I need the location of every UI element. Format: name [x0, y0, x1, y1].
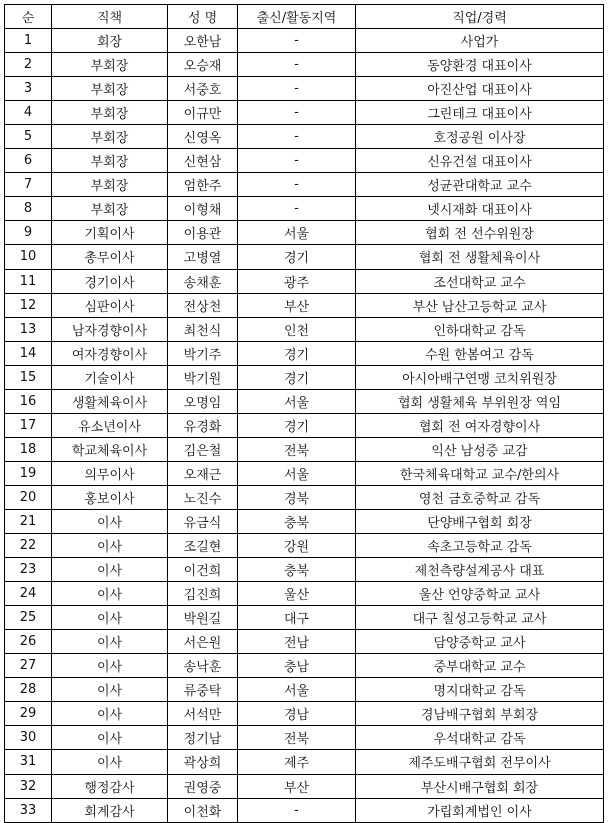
cell-career: 한국체육대학교 교수/한의사	[356, 461, 604, 485]
cell-region: 충남	[238, 654, 356, 678]
table-row	[5, 606, 604, 630]
cell-career: 단양배구협회 회장	[356, 509, 604, 533]
table-row	[5, 413, 604, 437]
cell-region: 부산	[238, 293, 356, 317]
cell-career: 넷시재화 대표이사	[356, 197, 604, 221]
cell-career: 영천 금호중학교 감독	[356, 485, 604, 509]
cell-name: 송낙훈	[168, 654, 238, 678]
cell-name: 이건희	[168, 558, 238, 582]
cell-name: 권영중	[168, 774, 238, 798]
cell-career: 협회 전 여자경향이사	[356, 413, 604, 437]
cell-career: 신유건설 대표이사	[356, 149, 604, 173]
cell-career: 조선대학교 교수	[356, 269, 604, 293]
cell-career: 중부대학교 교수	[356, 654, 604, 678]
table-row	[5, 77, 604, 101]
table-row	[5, 365, 604, 389]
cell-career: 아시아배구연맹 코치위원장	[356, 365, 604, 389]
cell-number: 3	[5, 77, 52, 101]
cell-number: 5	[5, 125, 52, 149]
cell-name: 김은철	[168, 437, 238, 461]
cell-number: 32	[5, 774, 52, 798]
cell-name: 고병열	[168, 245, 238, 269]
cell-name: 유경화	[168, 413, 238, 437]
executive-roster-table	[4, 4, 604, 823]
table-row	[5, 654, 604, 678]
cell-number: 33	[5, 798, 52, 822]
cell-name: 박기주	[168, 341, 238, 365]
cell-region: 경기	[238, 413, 356, 437]
cell-number: 30	[5, 726, 52, 750]
cell-position: 이사	[52, 654, 168, 678]
table-row	[5, 630, 604, 654]
cell-name: 유금식	[168, 509, 238, 533]
cell-position: 이사	[52, 630, 168, 654]
cell-region: 제주	[238, 750, 356, 774]
table-row	[5, 558, 604, 582]
cell-name: 노진수	[168, 485, 238, 509]
table-row	[5, 221, 604, 245]
cell-region: -	[238, 53, 356, 77]
cell-region: -	[238, 149, 356, 173]
cell-region: 경기	[238, 341, 356, 365]
cell-number: 7	[5, 173, 52, 197]
table-row	[5, 461, 604, 485]
cell-region: 대구	[238, 606, 356, 630]
cell-region: 충북	[238, 558, 356, 582]
table-row	[5, 173, 604, 197]
cell-region: -	[238, 173, 356, 197]
cell-career: 그린테크 대표이사	[356, 101, 604, 125]
cell-position: 부회장	[52, 77, 168, 101]
table-row	[5, 293, 604, 317]
cell-career: 제천측량설계공사 대표	[356, 558, 604, 582]
cell-number: 9	[5, 221, 52, 245]
cell-number: 26	[5, 630, 52, 654]
cell-career: 협회 전 선수위원장	[356, 221, 604, 245]
cell-number: 1	[5, 29, 52, 53]
cell-name: 최천식	[168, 317, 238, 341]
cell-name: 서중호	[168, 77, 238, 101]
cell-position: 홍보이사	[52, 485, 168, 509]
table-row	[5, 726, 604, 750]
table-row	[5, 509, 604, 533]
cell-position: 의무이사	[52, 461, 168, 485]
cell-region: 전북	[238, 726, 356, 750]
cell-position: 부회장	[52, 149, 168, 173]
table-row	[5, 485, 604, 509]
cell-position: 이사	[52, 726, 168, 750]
table-row	[5, 245, 604, 269]
cell-name: 이형채	[168, 197, 238, 221]
table-row	[5, 534, 604, 558]
cell-position: 부회장	[52, 173, 168, 197]
cell-position: 이사	[52, 750, 168, 774]
cell-position: 회장	[52, 29, 168, 53]
cell-number: 19	[5, 461, 52, 485]
cell-career: 부산 남산고등학교 교사	[356, 293, 604, 317]
cell-number: 25	[5, 606, 52, 630]
cell-position: 이사	[52, 678, 168, 702]
cell-number: 22	[5, 534, 52, 558]
cell-career: 부산시배구협회 회장	[356, 774, 604, 798]
cell-position: 학교체육이사	[52, 437, 168, 461]
cell-region: -	[238, 125, 356, 149]
header-career: 직업/경력	[356, 5, 604, 29]
cell-region: 서울	[238, 389, 356, 413]
cell-position: 이사	[52, 534, 168, 558]
cell-career: 명지대학교 감독	[356, 678, 604, 702]
cell-number: 28	[5, 678, 52, 702]
table-row	[5, 437, 604, 461]
cell-career: 수원 한봄여고 감독	[356, 341, 604, 365]
cell-name: 이천화	[168, 798, 238, 822]
cell-career: 대구 칠성고등학교 교사	[356, 606, 604, 630]
cell-name: 곽상희	[168, 750, 238, 774]
cell-name: 오승재	[168, 53, 238, 77]
cell-region: 서울	[238, 461, 356, 485]
cell-number: 21	[5, 509, 52, 533]
cell-number: 15	[5, 365, 52, 389]
cell-region: 경기	[238, 365, 356, 389]
cell-name: 서석만	[168, 702, 238, 726]
cell-name: 정기남	[168, 726, 238, 750]
table-row	[5, 341, 604, 365]
header-position: 직책	[52, 5, 168, 29]
roster-table-container	[4, 4, 604, 823]
table-row	[5, 389, 604, 413]
cell-position: 기획이사	[52, 221, 168, 245]
cell-career: 협회 전 생활체육이사	[356, 245, 604, 269]
cell-number: 24	[5, 582, 52, 606]
table-row	[5, 149, 604, 173]
cell-number: 4	[5, 101, 52, 125]
cell-region: 서울	[238, 221, 356, 245]
cell-number: 14	[5, 341, 52, 365]
cell-number: 17	[5, 413, 52, 437]
table-row	[5, 582, 604, 606]
cell-position: 생활체육이사	[52, 389, 168, 413]
cell-number: 20	[5, 485, 52, 509]
cell-career: 가립회계법인 이사	[356, 798, 604, 822]
cell-position: 유소년이사	[52, 413, 168, 437]
header-region: 출신/활동지역	[238, 5, 356, 29]
cell-career: 성균관대학교 교수	[356, 173, 604, 197]
cell-name: 전상천	[168, 293, 238, 317]
cell-position: 남자경향이사	[52, 317, 168, 341]
table-row	[5, 750, 604, 774]
cell-region: -	[238, 101, 356, 125]
table-row	[5, 269, 604, 293]
cell-position: 부회장	[52, 53, 168, 77]
cell-name: 오재근	[168, 461, 238, 485]
cell-position: 이사	[52, 606, 168, 630]
cell-position: 이사	[52, 582, 168, 606]
cell-position: 여자경향이사	[52, 341, 168, 365]
cell-number: 6	[5, 149, 52, 173]
cell-number: 18	[5, 437, 52, 461]
cell-region: 전남	[238, 630, 356, 654]
cell-region: 전북	[238, 437, 356, 461]
cell-position: 이사	[52, 702, 168, 726]
cell-career: 인하대학교 감독	[356, 317, 604, 341]
cell-region: 경북	[238, 485, 356, 509]
cell-position: 부회장	[52, 197, 168, 221]
header-number: 순	[5, 5, 52, 29]
cell-position: 기술이사	[52, 365, 168, 389]
cell-career: 익산 남성중 교감	[356, 437, 604, 461]
cell-position: 이사	[52, 509, 168, 533]
cell-number: 12	[5, 293, 52, 317]
cell-name: 신영옥	[168, 125, 238, 149]
cell-name: 오명임	[168, 389, 238, 413]
cell-number: 8	[5, 197, 52, 221]
table-row	[5, 798, 604, 822]
cell-name: 류중탁	[168, 678, 238, 702]
cell-career: 우석대학교 감독	[356, 726, 604, 750]
table-row	[5, 774, 604, 798]
cell-career: 사업가	[356, 29, 604, 53]
cell-region: 부산	[238, 774, 356, 798]
cell-position: 행정감사	[52, 774, 168, 798]
cell-position: 심판이사	[52, 293, 168, 317]
cell-name: 이용관	[168, 221, 238, 245]
table-body	[5, 29, 604, 823]
cell-career: 경남배구협회 부회장	[356, 702, 604, 726]
table-row	[5, 101, 604, 125]
cell-name: 신현삼	[168, 149, 238, 173]
cell-name: 송채훈	[168, 269, 238, 293]
cell-position: 이사	[52, 558, 168, 582]
cell-number: 10	[5, 245, 52, 269]
cell-name: 서은원	[168, 630, 238, 654]
cell-number: 31	[5, 750, 52, 774]
cell-number: 27	[5, 654, 52, 678]
cell-name: 조길현	[168, 534, 238, 558]
cell-number: 2	[5, 53, 52, 77]
cell-region: -	[238, 29, 356, 53]
cell-region: 광주	[238, 269, 356, 293]
cell-region: 강원	[238, 534, 356, 558]
header-name: 성 명	[168, 5, 238, 29]
table-row	[5, 125, 604, 149]
cell-career: 아진산업 대표이사	[356, 77, 604, 101]
cell-name: 이규만	[168, 101, 238, 125]
cell-position: 회계감사	[52, 798, 168, 822]
table-row	[5, 197, 604, 221]
cell-position: 부회장	[52, 101, 168, 125]
cell-region: -	[238, 77, 356, 101]
cell-career: 담양중학교 교사	[356, 630, 604, 654]
table-row	[5, 317, 604, 341]
cell-position: 경기이사	[52, 269, 168, 293]
cell-career: 호정공원 이사장	[356, 125, 604, 149]
cell-name: 오한남	[168, 29, 238, 53]
table-header-row	[5, 5, 604, 29]
cell-region: 경남	[238, 702, 356, 726]
cell-career: 제주도배구협회 전무이사	[356, 750, 604, 774]
cell-career: 동양환경 대표이사	[356, 53, 604, 77]
table-row	[5, 702, 604, 726]
cell-position: 부회장	[52, 125, 168, 149]
cell-number: 16	[5, 389, 52, 413]
cell-career: 속초고등학교 감독	[356, 534, 604, 558]
cell-region: 충북	[238, 509, 356, 533]
cell-career: 울산 언양중학교 교사	[356, 582, 604, 606]
cell-number: 29	[5, 702, 52, 726]
cell-number: 11	[5, 269, 52, 293]
table-row	[5, 678, 604, 702]
cell-position: 총무이사	[52, 245, 168, 269]
cell-name: 엄한주	[168, 173, 238, 197]
cell-name: 김진희	[168, 582, 238, 606]
cell-region: 서울	[238, 678, 356, 702]
cell-region: 경기	[238, 245, 356, 269]
cell-number: 13	[5, 317, 52, 341]
cell-region: -	[238, 197, 356, 221]
cell-region: 인천	[238, 317, 356, 341]
cell-region: 울산	[238, 582, 356, 606]
table-row	[5, 53, 604, 77]
cell-region: -	[238, 798, 356, 822]
cell-name: 박기원	[168, 365, 238, 389]
cell-number: 23	[5, 558, 52, 582]
cell-name: 박원길	[168, 606, 238, 630]
table-row	[5, 29, 604, 53]
cell-career: 협회 생활체육 부위원장 역임	[356, 389, 604, 413]
